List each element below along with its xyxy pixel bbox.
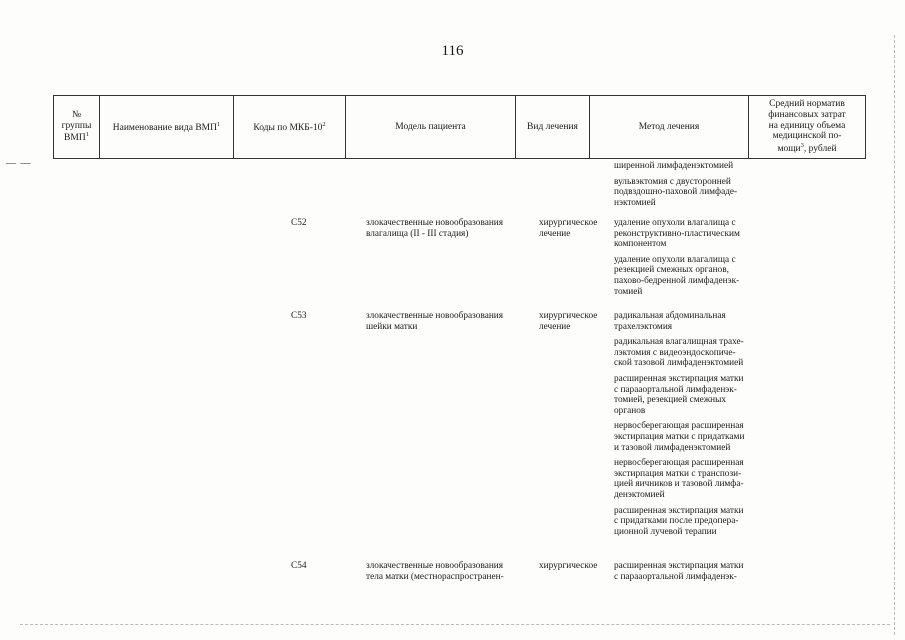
icd-code: C54 — [291, 561, 307, 571]
method-item: ширенной лимфаденэктомией — [614, 161, 734, 171]
header-group-number: № группы ВМП$^1$ — [54, 96, 100, 159]
bottom-margin-rule — [20, 624, 890, 625]
margin-mark: — — — [6, 158, 32, 169]
header-treatment-type: Вид лечения — [516, 96, 590, 159]
header-icd-codes: Коды по МКБ-$10^2$ — [234, 96, 346, 159]
method-item: радикальная абдоминальная трахелэктомия — [614, 311, 726, 332]
page-number: 116 — [441, 43, 464, 59]
method-item: нервосберегающая расширенная экстирпация матки с придатками и тазовой лимфаденэктомией — [614, 421, 745, 453]
method-cell — [614, 561, 772, 587]
icd-code: C53 — [291, 311, 307, 321]
method-cell — [614, 311, 772, 542]
method-item: удаление опухоли влагалища с реконструктивно-пластическим компонентом — [614, 218, 740, 250]
header-average-cost: Средний норматив финансовых затрат на единицу объема медицинской по- мощи$^3$, рублей — [749, 96, 866, 159]
method-item: расширенная экстирпация матки с придатками после предопера- ционной лучевой терапии — [614, 505, 744, 537]
header-treatment-method: Метод лечения — [590, 96, 749, 159]
method-item: радикальная влагалищная трахе- лэктомия с видеоэндоскопиче- ской тазовой лимфаденэктомией — [614, 337, 744, 369]
icd-code: C52 — [291, 218, 307, 228]
patient-model-cell: злокачественные новообразования тела матки (местнораспространен- — [366, 561, 504, 582]
treatment-type-cell: хирургическое лечение — [539, 311, 598, 332]
method-item: нервосберегающая расширенная экстирпация матки с транспози- цией яичников и тазовой лимфа- денэктомией — [614, 458, 744, 500]
table-header — [53, 95, 866, 159]
table-body — [53, 158, 865, 598]
header-vmp-name: Наименование вида ВМП$^1$ — [100, 96, 234, 159]
method-item: расширенная экстирпация матки с парааортальной лимфаденэк- томией, резекцией смежных органов — [614, 373, 744, 416]
treatment-type-cell: хирургическое лечение — [539, 218, 598, 239]
patient-model-cell: злокачественные новообразования шейки матки — [366, 311, 504, 332]
method-item: удаление опухоли влагалища с резекцией смежных органов, пахово-бедренной лимфаденэк- томией — [614, 254, 740, 297]
method-cell — [614, 218, 772, 302]
method-item: расширенная экстирпация матки с парааортальной лимфаденэк- — [614, 561, 744, 582]
patient-model-cell: злокачественные новообразования влагалища (II - III стадия) — [366, 218, 504, 239]
method-cell — [614, 161, 772, 213]
header-patient-model: Модель пациента — [346, 96, 516, 159]
treatment-type-cell: хирургическое — [539, 561, 598, 571]
method-item: вульвэктомия с двусторонней подвздошно-паховой лимфаде- нэктомией — [614, 176, 738, 208]
right-margin-rule — [894, 35, 895, 635]
